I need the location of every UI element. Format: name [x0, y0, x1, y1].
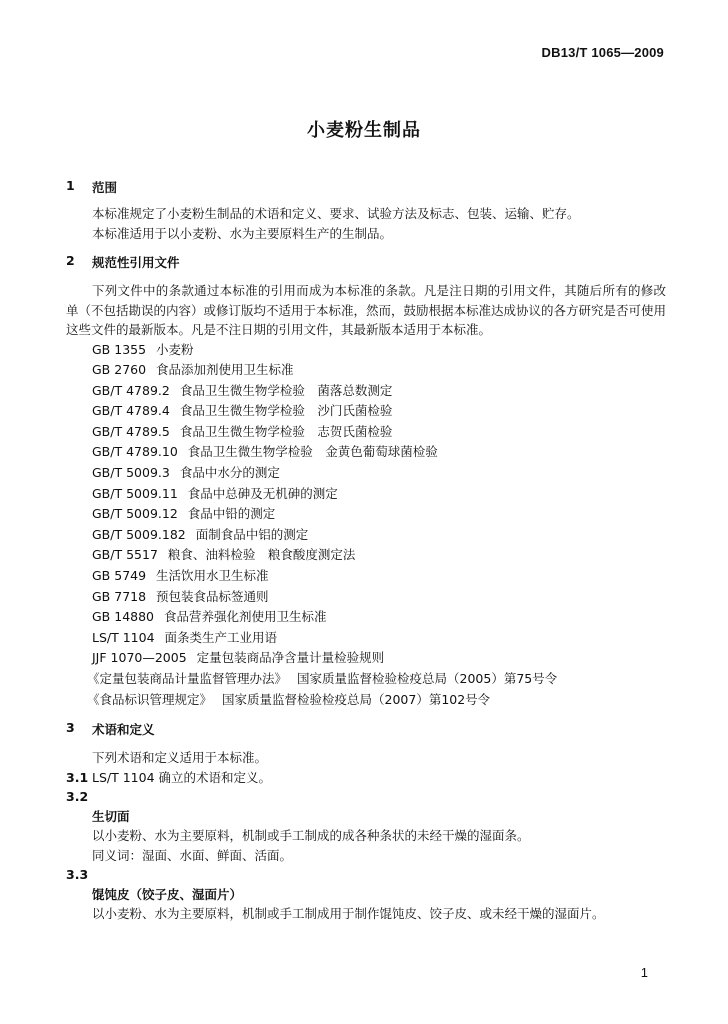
- reference-name: 食品卫生微生物学检验 志贺氏菌检验: [179, 423, 393, 439]
- paragraph: 下列文件中的条款通过本标准的引用而成为本标准的条款。凡是注日期的引用文件，其随后所有的修改单（不包括勘误的内容）或修订版均不适用于本标准，然而，鼓励根据本标准达成协议的各方研究是否可使用这些文件的最新版本。凡是不注日期的引用文件，其最新版本适用于本标准。: [66, 283, 667, 337]
- reference-code: GB 14880: [92, 609, 154, 625]
- page-number: 1: [640, 965, 648, 980]
- reference-name: 粮食、油料检验 粮食酸度测定法: [167, 547, 356, 563]
- term-name: 馄饨皮（饺子皮、湿面片）: [92, 886, 243, 902]
- reference-item: [0, 442, 728, 463]
- reference-name: 食品卫生微生物学检验 金黄色葡萄球菌检验: [187, 444, 438, 460]
- term-synonyms: 同义词：湿面、水面、鲜面、活面。: [92, 847, 293, 863]
- section-number: 2: [66, 253, 75, 268]
- reference-code: GB 1355: [92, 341, 147, 357]
- reference-name: 面条类生产工业用语: [164, 629, 278, 645]
- clause-number: 3.3: [66, 867, 89, 883]
- reference-code: GB/T 4789.10: [92, 444, 178, 460]
- reference-name: 食品营养强化剂使用卫生标准: [164, 609, 327, 625]
- clause-text: LS/T 1104 确立的术语和定义。: [92, 769, 272, 785]
- regulation-issuer: 国家质量监督检验检疫总局（2005）第75号令: [297, 671, 558, 686]
- term-definition: 以小麦粉、水为主要原料，机制或手工制成用于制作馄饨皮、饺子皮、或未经干燥的湿面片。: [92, 906, 605, 922]
- section-title: 规范性引用文件: [92, 255, 180, 270]
- paragraph: 下列术语和定义适用于本标准。: [92, 750, 268, 766]
- reference-item: [0, 360, 728, 381]
- reference-code: GB/T 5009.11: [92, 485, 178, 501]
- reference-name: 食品中总砷及无机砷的测定: [187, 485, 338, 501]
- section-2-heading: [0, 243, 728, 270]
- reference-item: [0, 607, 728, 628]
- reference-item: [0, 525, 728, 546]
- reference-name: 小麦粉: [156, 341, 194, 357]
- reference-code: GB/T 4789.4: [92, 403, 170, 419]
- regulation-item: [0, 690, 728, 711]
- reference-code: GB/T 5009.182: [92, 526, 186, 542]
- reference-name: 面制食品中铝的测定: [195, 526, 309, 542]
- regulation-item: [0, 669, 728, 690]
- reference-code: GB/T 5517: [92, 547, 158, 563]
- section-3-heading: [0, 710, 728, 738]
- reference-name: 定量包装商品净含量计量检验规则: [196, 650, 385, 666]
- reference-item: [0, 484, 728, 505]
- reference-item: [0, 648, 728, 669]
- reference-name: 食品中铅的测定: [187, 506, 276, 522]
- section-1-heading: [0, 168, 728, 195]
- reference-code: GB 7718: [92, 588, 147, 604]
- reference-item: [0, 340, 728, 361]
- reference-code: GB/T 5009.3: [92, 465, 170, 481]
- clause-3-2: [0, 787, 728, 807]
- section-number: 3: [66, 720, 75, 736]
- reference-item: [0, 401, 728, 422]
- term-definition: 以小麦粉、水为主要原料，机制或手工制成的成各种条状的未经干燥的湿面条。: [92, 828, 530, 844]
- paragraph: 本标准适用于以小麦粉、水为主要原料生产的生制品。: [92, 225, 393, 241]
- section-number: 1: [66, 178, 75, 193]
- reference-item: [0, 545, 728, 566]
- document-body: [0, 168, 728, 924]
- document-title: 小麦粉生制品: [307, 120, 421, 141]
- reference-name: 食品中水分的测定: [179, 465, 280, 481]
- clause-number: 3.2: [66, 789, 89, 805]
- regulation-title: 《定量包装商品计量监督管理办法》: [87, 671, 288, 686]
- reference-code: GB/T 4789.2: [92, 382, 170, 398]
- term-name: 生切面: [92, 808, 130, 824]
- clause-3-1: [0, 768, 728, 788]
- reference-item: [0, 422, 728, 443]
- reference-code: LS/T 1104: [92, 629, 155, 645]
- reference-code: GB 5749: [92, 568, 147, 584]
- regulation-title: 《食品标识管理规定》: [87, 691, 213, 707]
- reference-code: GB/T 4789.5: [92, 423, 170, 439]
- reference-name: 食品卫生微生物学检验 沙门氏菌检验: [179, 403, 393, 419]
- reference-item: [0, 381, 728, 402]
- reference-item: [0, 566, 728, 587]
- reference-item: [0, 463, 728, 484]
- reference-name: 预包装食品标签通则: [156, 588, 269, 604]
- clause-number: 3.1: [66, 769, 89, 785]
- reference-item: [0, 628, 728, 649]
- reference-code: GB/T 5009.12: [92, 506, 178, 522]
- reference-item: [0, 504, 728, 525]
- clause-3-3: [0, 865, 728, 885]
- reference-code: JJF 1070—2005: [92, 650, 187, 666]
- section-title: 范围: [92, 180, 118, 195]
- reference-name: 食品卫生微生物学检验 菌落总数测定: [179, 382, 393, 398]
- paragraph: 本标准规定了小麦粉生制品的术语和定义、要求、试验方法及标志、包装、运输、贮存。: [92, 206, 580, 221]
- section-title: 术语和定义: [92, 722, 155, 738]
- document-code: DB13/T 1065—2009: [541, 45, 664, 60]
- reference-name: 食品添加剂使用卫生标准: [156, 362, 294, 378]
- reference-name: 生活饮用水卫生标准: [156, 568, 269, 584]
- reference-item: [0, 587, 728, 608]
- regulation-issuer: 国家质量监督检验检疫总局（2007）第102号令: [222, 691, 491, 707]
- reference-code: GB 2760: [92, 362, 147, 378]
